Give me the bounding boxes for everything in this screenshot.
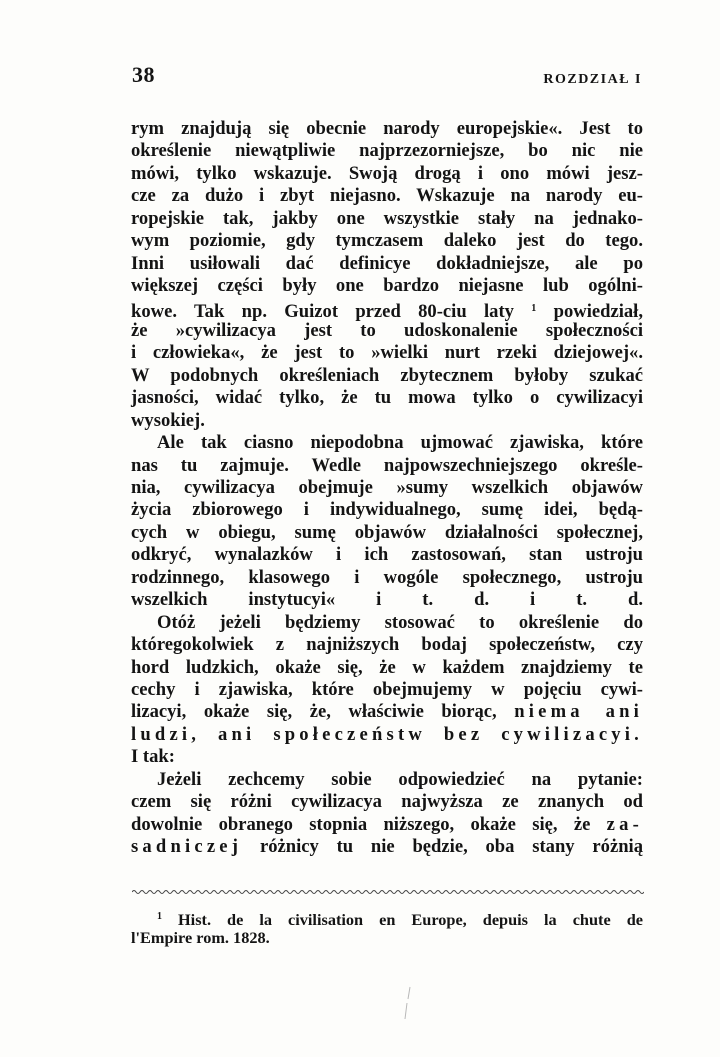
running-head: ROZDZIAŁ I [543,72,642,87]
spaced-emphasis: za- [606,813,643,835]
text-line: nas tu zajmuje. Wedle najpowszechniejszego określe- [131,454,643,476]
text-line: rym znajdują się obecnie narody europejskie«. Jest to [131,118,643,139]
text-segment: różnicy tu nie będzie, oba stany różnią [259,836,643,857]
text-line: któregokolwiek z najniższych bodaj społeczeństw, czy [131,634,643,656]
text-line: wym poziomie, gdy tymczasem daleko jest do tego. [131,230,643,252]
text-line: cechy i zjawiska, które obejmujemy w pojęciu cywi- [131,678,643,700]
text-line: Inni usiłowali dać definicye dokładniejsze, ale po [131,252,643,274]
body-text [131,118,643,858]
text-line: W podobnych określeniach zbytecznem byłoby szukać [131,364,643,386]
footnote-line: l'Empire rom. 1828. [131,928,270,947]
text-line: mówi, tylko wskazuje. Swoją drogą i ono mówi jesz- [131,162,643,184]
text-line: hord ludzkich, okaże się, że w każdem znajdziemy te [131,656,643,678]
text-line-with-footnote-ref [131,298,643,320]
text-line: rodzinnego, klasowego i wogóle społecznego, ustroju [131,566,643,588]
text-segment: powiedział, [553,300,643,322]
text-line: nia, cywilizacya obejmuje »sumy wszelkich objawów [131,477,643,498]
text-line: I tak: [131,746,175,768]
spaced-emphasis: niema ani [514,701,643,723]
text-line: cych w obiegu, sumę objawów działalności społecznej, [131,521,643,543]
text-line: życia zbiorowego i indywidualnego, sumę idei, będą- [131,499,643,521]
text-line: że »cywilizacya jest to udoskonalenie społeczności [131,319,643,341]
page-number: 38 [132,62,155,87]
text-line: Jeżeli zechcemy sobie odpowiedzieć na pytanie: [157,768,643,790]
text-segment: kowe. Tak np. Guizot przed 80-ciu laty [131,300,514,322]
text-line-with-spaced-emphasis [131,836,643,858]
text-line: Otóż jeżeli będziemy stosować to określenie do [157,611,643,633]
text-line: Ale tak ciasno niepodobna ujmować zjawiska, które [157,432,643,454]
text-line: wysokiej. [131,409,205,431]
footnote-text: Hist. de la civilisation en Europe, depuis la chute de [178,910,643,929]
footnote-line [131,906,643,927]
footnote [131,906,643,948]
text-line: określenie niewątpliwie najprzezorniejsze, bo nic nie [131,140,643,162]
text-line: wszelkich instytucyi« i t. d. i t. d. [131,589,643,611]
text-line: i człowieka«, że jest to »wielki nurt rzeki dziejowej«. [131,342,643,364]
text-line-with-spaced-emphasis [131,814,643,836]
wavy-rule [132,889,644,895]
spaced-emphasis-line: ludzi, ani społeczeństw bez cywilizacyi. [131,723,643,745]
footnote-reference: 1 [531,302,537,314]
text-line-with-spaced-emphasis [131,701,643,723]
paper-mark [398,985,418,1025]
text-segment: dowolnie obranego stopnia niższego, okaże się, że [131,813,591,835]
text-line: odkryć, wynalazków i ich zastosowań, stan ustroju [131,544,643,566]
page-header [132,62,642,92]
text-line: jasności, widać tylko, że tu mowa tylko o cywilizacyi [131,387,643,409]
text-line: ropejskie tak, jakby one wszystkie stały na jednako- [131,207,643,229]
spaced-emphasis: sadniczej [131,836,243,857]
text-line: czem się różni cywilizacya najwyższa ze znanych od [131,791,643,813]
text-segment: lizacyi, okaże się, że, właściwie biorąc, [131,701,497,723]
footnote-marker: 1 [157,911,162,922]
text-line: większej części były one bardzo niejasne lub ogólni- [131,275,643,297]
text-line: cze za dużo i zbyt niejasno. Wskazuje na narody eu- [131,185,643,207]
